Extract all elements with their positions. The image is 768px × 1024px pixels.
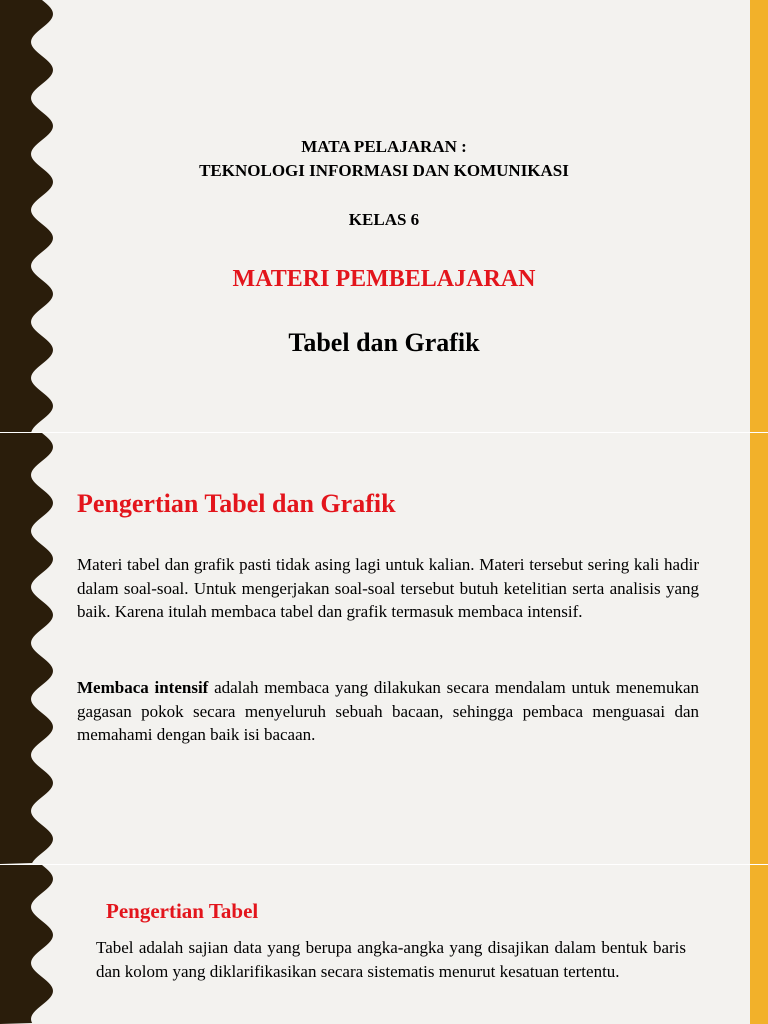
paragraph-intro: Materi tabel dan grafik pasti tidak asing lagi untuk kalian. Materi tersebut sering kali hadir dalam soal-soal. Untuk mengerjakan soal-soal tersebut butuh ketelitian serta analisis yang baik. Karena itulah membaca tabel dan grafik termasuk membaca intensif. (77, 555, 699, 621)
paragraph-text: adalah membaca yang dilakukan secara mendalam untuk menemukan gagasan pokok secara menyeluruh sebuah bacaan, sehingga pembaca menguasai dan memahami dengan baik isi bacaan. (77, 678, 699, 744)
topic-title: Tabel dan Grafik (288, 328, 480, 357)
right-accent-bar (750, 865, 768, 1024)
materi-heading: MATERI PEMBELAJARAN (232, 266, 536, 292)
section-title: Pengertian Tabel dan Grafik (77, 489, 396, 518)
subject-label: MATA PELAJARAN : (301, 137, 467, 156)
sub-title: Pengertian Tabel (106, 899, 259, 923)
right-accent-bar (750, 433, 768, 864)
slide-definition (0, 433, 768, 864)
class-label: KELAS 6 (348, 210, 420, 229)
wavy-border-decoration (0, 433, 60, 864)
paragraph-table-definition: Tabel adalah sajian data yang berupa angka-angka yang disajikan dalam bentuk baris dan kolom yang diklarifikasikan secara sistematis menurut kesatuan tertentu. (96, 938, 686, 981)
slide-table-definition (0, 865, 768, 1024)
paragraph-intensive-reading (77, 676, 699, 747)
wavy-border-decoration (0, 865, 60, 1024)
bold-term: Membaca intensif (77, 678, 209, 697)
subject-name: TEKNOLOGI INFORMASI DAN KOMUNIKASI (199, 161, 569, 180)
slide-title (0, 0, 768, 432)
